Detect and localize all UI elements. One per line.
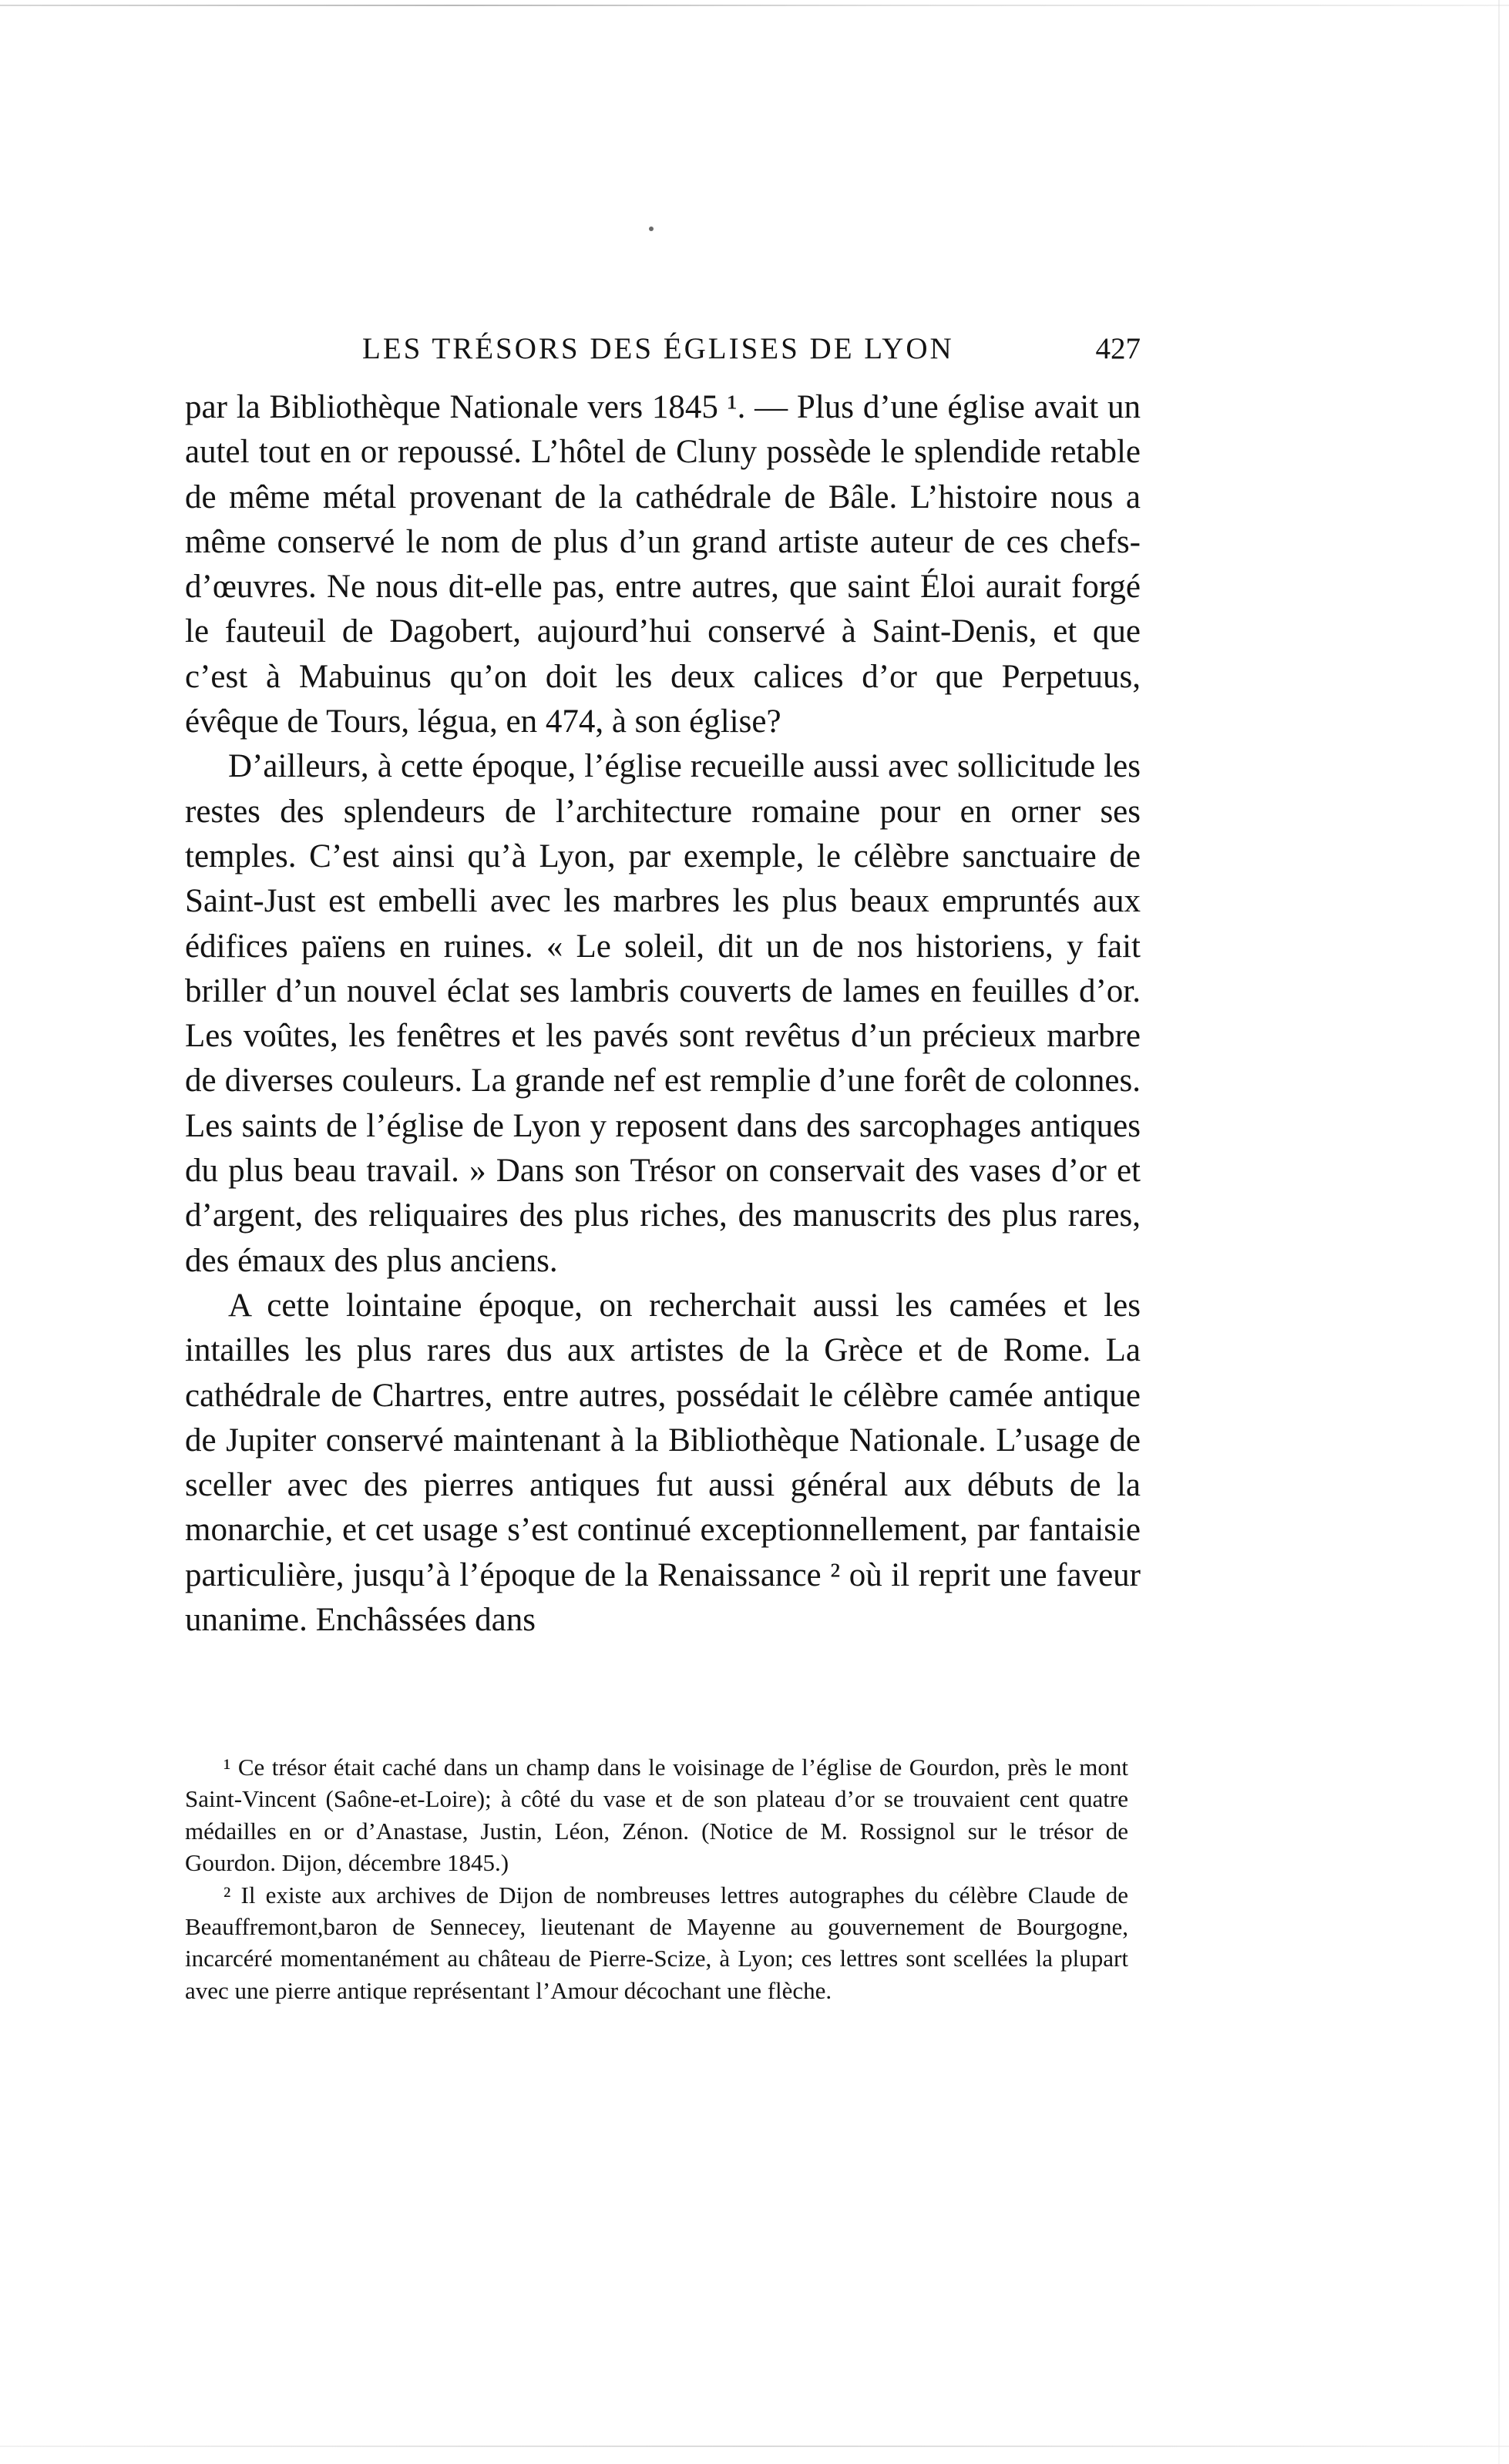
paragraph-1: par la Bibliothèque Nationale vers 1845 ¹. — Plus d’une église avait un autel tout en or repoussé. L’hôtel de Cluny possède le splendide retable de même métal provenant de la cathédrale de Bâle. L’histoire nous a même conservé le nom de plus d’un grand artiste auteur de ces chefs-d’œuvres. Ne nous dit-elle pas, entre autres, que saint Éloi aurait forgé le fauteuil de Dagobert, aujourd’hui conservé à Saint-Denis, et que c’est à Mabuinus qu’on doit les deux calices d’or que Perpetuus, évêque de Tours, légua, en 474, à son église? <box>185 389 1141 740</box>
footnote-1: ¹ Ce trésor était caché dans un champ dans le voisinage de l’église de Gourdon, près le mont Saint-Vincent (Saône-et-Loire); à côté du vase et de son plateau d’or se trouvaient cent quatre médailles en or d’Anastase, Justin, Léon, Zénon. (Notice de M. Rossignol sur le trésor de Gourdon. Dijon, décembre 1845.) <box>185 1754 1128 1877</box>
footnote-2: ² Il existe aux archives de Dijon de nombreuses lettres autographes du célèbre Claude de Beauffremont,baron de Sennecey, lieutenant de Mayenne au gouvernement de Bourgogne, incarcéré momentanément au château de Pierre-Scize, à Lyon; ces lettres sont scellées la plupart avec une pierre antique représentant l’Amour décochant une flèche. <box>185 1881 1128 2004</box>
paragraph-3: A cette lointaine époque, on recherchait aussi les camées et les intailles les plus rares dus aux artistes de la Grèce et de Rome. La cathédrale de Chartres, entre autres, possédait le célèbre camée antique de Jupiter conservé maintenant à la Bibliothèque Nationale. L’usage de sceller avec des pierres antiques fut aussi général aux débuts de la monarchie, et cet usage s’est continué exceptionnellement, par fantaisie particulière, jusqu’à l’époque de la Renaissance ² où il reprit une faveur unanime. Enchâssées dans <box>185 1287 1141 1639</box>
running-head <box>362 331 1141 374</box>
page-number: 427 <box>1095 332 1141 365</box>
page-edge-top <box>0 5 1509 6</box>
page-edge-bottom <box>0 2446 1509 2447</box>
running-title: LES TRÉSORS DES ÉGLISES DE LYON <box>362 332 954 365</box>
body-text <box>185 385 1141 1643</box>
footnotes <box>185 1751 1128 2006</box>
page-edge-right <box>1498 0 1500 2464</box>
paragraph-2: D’ailleurs, à cette époque, l’église recueille aussi avec sollicitude les restes des splendeurs de l’architecture romaine pour en orner ses temples. C’est ainsi qu’à Lyon, par exemple, le célèbre sanctuaire de Saint-Just est embelli avec les marbres les plus beaux empruntés aux édifices païens en ruines. « Le soleil, dit un de nos historiens, y fait briller d’un nouvel éclat ses lambris couverts de lames en feuilles d’or. Les voûtes, les fenêtres et les pavés sont revêtus d’un précieux marbre de diverses couleurs. La grande nef est remplie d’une forêt de colonnes. Les saints de l’église de Lyon y reposent dans des sarcophages antiques du plus beau travail. » Dans son Trésor on conservait des vases d’or et d’argent, des reliquaires des plus riches, des manuscrits des plus rares, des émaux des plus anciens. <box>185 748 1141 1279</box>
ink-speck <box>649 227 654 231</box>
